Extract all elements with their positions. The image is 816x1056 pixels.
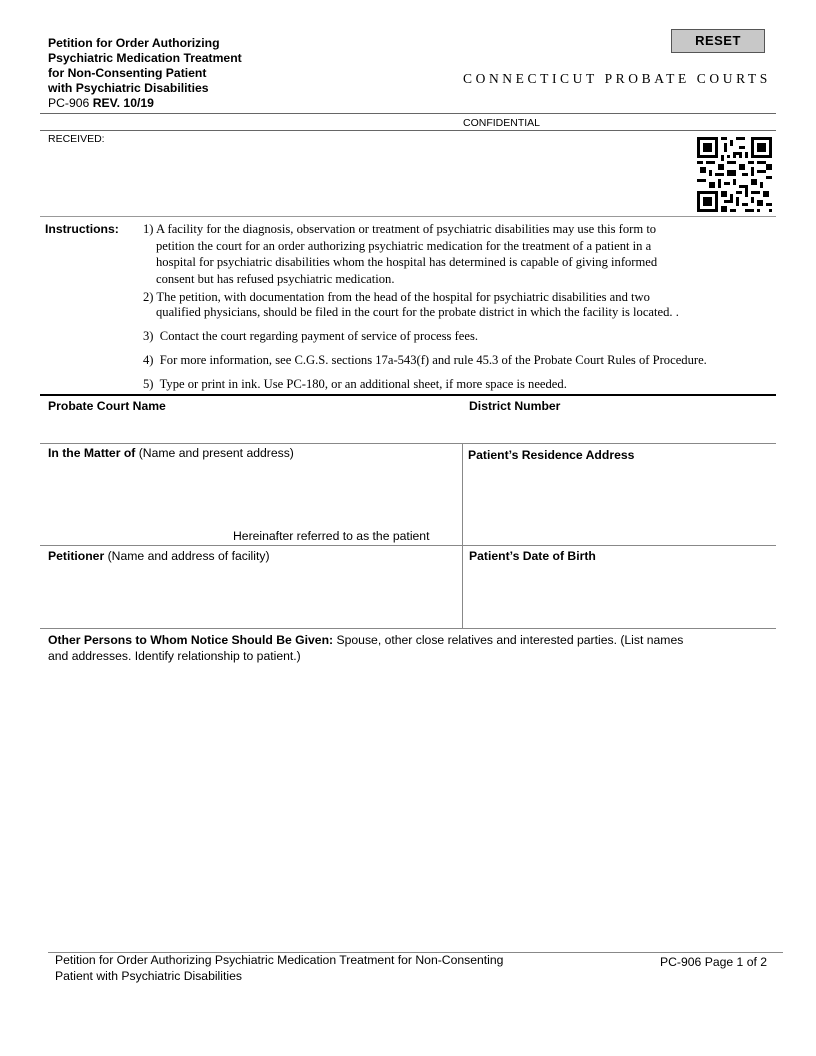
footer-title: Petition for Order Authorizing Psychiatric Medication Treatment for Non-Consenting Patient with Psychiatric Disabilities xyxy=(55,953,504,983)
form-revision xyxy=(48,96,308,111)
other-persons-field[interactable]: Other Persons to Whom Notice Should Be Given: Spouse, other close relatives and interested parties. (List names and addresses. Identify relationship to patient.) xyxy=(48,633,684,663)
instruction-item: 1) A facility for the diagnosis, observation or treatment of psychiatric disabilities may use this form to petition the court for an order authorizing psychiatric medication for the treatment of a patient in a hospital for psychiatric disabilities whom the hospital has determined is capable of giving informed consent but has refused psychiatric medication. xyxy=(143,222,658,286)
page-number: PC-906 Page 1 of 2 xyxy=(660,955,768,969)
reset-button[interactable]: RESET xyxy=(671,29,765,53)
column-divider xyxy=(462,443,463,628)
divider xyxy=(40,113,776,114)
title-line: for Non-Consenting Patient xyxy=(48,66,207,80)
instruction-item: 3) Contact the court regarding payment of service of process fees. xyxy=(143,329,479,343)
qr-code xyxy=(697,137,772,212)
divider xyxy=(40,130,776,131)
form-title xyxy=(48,36,308,111)
divider xyxy=(40,443,776,444)
district-number-field[interactable]: District Number xyxy=(469,399,561,413)
court-name: CONNECTICUT PROBATE COURTS xyxy=(463,71,771,86)
petitioner-field[interactable]: Petitioner (Name and address of facility) xyxy=(48,549,270,563)
patient-note: Hereinafter referred to as the patient xyxy=(233,529,430,543)
form-number: PC-906 xyxy=(48,96,90,110)
instruction-item: 4) For more information, see C.G.S. sections 17a-543(f) and rule 45.3 of the Probate Court Rules of Procedure. xyxy=(143,353,707,367)
probate-court-name-field[interactable]: Probate Court Name xyxy=(48,399,166,413)
revision: REV. 10/19 xyxy=(92,96,154,110)
title-line: Psychiatric Medication Treatment xyxy=(48,51,242,65)
instructions-label: Instructions: xyxy=(45,222,119,236)
divider xyxy=(40,394,776,396)
instruction-item: 2) The petition, with documentation from the head of the hospital for psychiatric disabilities and two qualified physicians, should be filed in the court for the probate district in which the facility is located. . xyxy=(143,290,679,319)
instruction-item: 5) Type or print in ink. Use PC-180, or an additional sheet, if more space is needed. xyxy=(143,377,567,391)
title-line: Petition for Order Authorizing xyxy=(48,36,220,50)
divider xyxy=(40,628,776,629)
divider xyxy=(40,216,776,217)
patient-dob-field[interactable]: Patient’s Date of Birth xyxy=(469,549,596,563)
divider xyxy=(40,545,776,546)
received-label: RECEIVED: xyxy=(48,133,105,145)
confidential-label: CONFIDENTIAL xyxy=(463,117,541,129)
title-line: with Psychiatric Disabilities xyxy=(48,81,209,95)
in-the-matter-of-field[interactable]: In the Matter of (Name and present address) xyxy=(48,446,294,460)
patient-residence-field[interactable]: Patient’s Residence Address xyxy=(468,448,635,462)
